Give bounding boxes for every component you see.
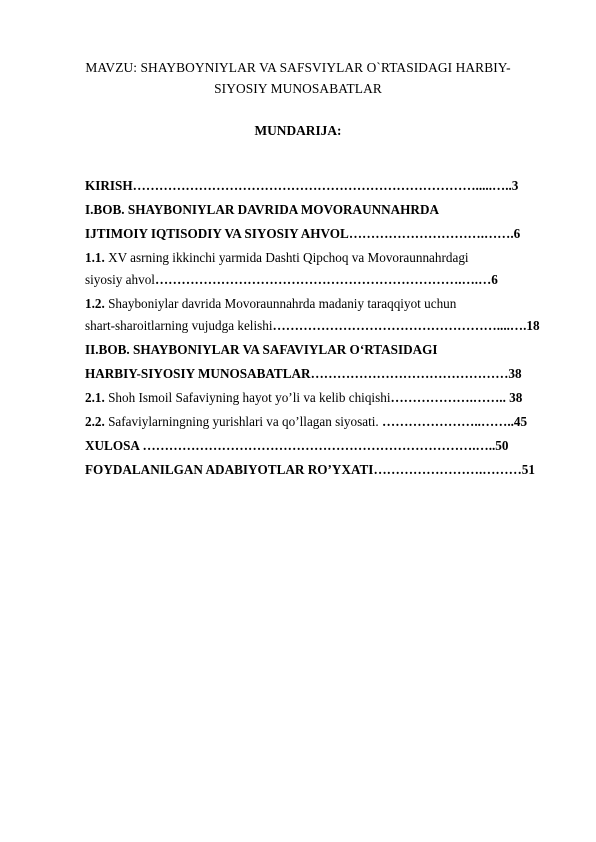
toc-entry-section-1-1-line-2 [85,270,561,290]
toc-page-number: 50 [495,438,509,453]
toc-leader-dots: ……………………………………… [310,366,509,381]
toc-entry-title: Shoh Ismoil Safaviyning hayot yo’li va kelib chiqishi [104,390,391,405]
toc-entry-section-1-1-line-1 [85,248,561,268]
toc-entry-section-2-2 [85,412,561,432]
toc-section-number: 2.1. [85,390,105,405]
toc-leader-dots: ………………………………………………………………….….. [142,438,496,453]
toc-entry-title: siyosiy ahvol [85,272,155,287]
toc-entry-chapter-1-line-2 [85,224,561,244]
toc-entry-title: KIRISH [85,178,133,193]
toc-leader-dots: …………………………………………………………….….… [154,272,492,287]
toc-page-number: 38 [509,390,523,405]
toc-entry-title: HARBIY-SIYOSIY MUNOSABATLAR [85,366,311,381]
toc-section-number: 1.1. [85,250,105,265]
toc-entry-title: Safaviylarningning yurishlari va qo’llagan siyosati. [104,414,383,429]
toc-entry-section-2-1 [85,388,561,408]
toc-leader-dots: …………………..…….. [382,414,514,429]
document-title-line-2: SIYOSIY MUNOSABATLAR [214,81,382,96]
toc-leader-dots: …………………….……… [373,462,522,477]
toc-entry-title: Shayboniylar davrida Movoraunnahrda madaniy taraqqiyot uchun [104,296,457,311]
toc-leader-dots: …………………………………………………………………….....….. [132,178,512,193]
toc-page-number: 38 [508,366,522,381]
toc-entry-section-1-2-line-2 [85,316,561,336]
toc-page-number: 3 [511,178,519,193]
toc-entry-title: I.BOB. SHAYBONIYLAR DAVRIDA MOVORAUNNAHRDA [85,202,440,217]
toc-entry-bibliography [85,460,561,480]
toc-entry-kirish [85,176,561,196]
toc-page-number: 45 [513,414,528,429]
document-title-line-1: MAVZU: SHAYBOYNIYLAR VA SAFSVIYLAR O`RTASIDAGI HARBIY- [85,60,511,75]
toc-leader-dots: ………………………….……. [348,226,514,241]
toc-entry-xulosa [85,436,561,456]
toc-entry-section-1-2-line-1 [85,294,561,314]
toc-entry-title: II.BOB. SHAYBONIYLAR VA SAFAVIYLAR O‘RTASIDAGI [85,342,438,357]
toc-section-number: 1.2. [85,296,105,311]
toc-entry-title: shart-sharoitlarning vujudga kelishi [85,318,273,333]
toc-leader-dots: ……………….…….. [390,390,510,405]
toc-entry-title: XULOSA [85,438,143,453]
toc-entry-title: XV asrning ikkinchi yarmida Dashti Qipchoq va Movoraunnahrdagi [104,250,469,265]
contents-heading: MUNDARIJA: [254,123,342,138]
toc-entry-chapter-2-line-1 [85,340,561,360]
toc-page-number: 18 [526,318,540,333]
toc-section-number: 2.2. [85,414,105,429]
toc-entry-chapter-1-line-1 [85,200,561,220]
toc-entry-title: FOYDALANILGAN ADABIYOTLAR RO’YXATI [85,462,374,477]
toc-leader-dots: ……………………………………………....…. [272,318,527,333]
toc-entry-chapter-2-line-2 [85,364,561,384]
toc-page-number: 6 [491,272,498,287]
toc-entry-title: IJTIMOIY IQTISODIY VA SIYOSIY AHVOL [85,226,349,241]
toc-page-number: 6 [513,226,521,241]
toc-page-number: 51 [521,462,535,477]
